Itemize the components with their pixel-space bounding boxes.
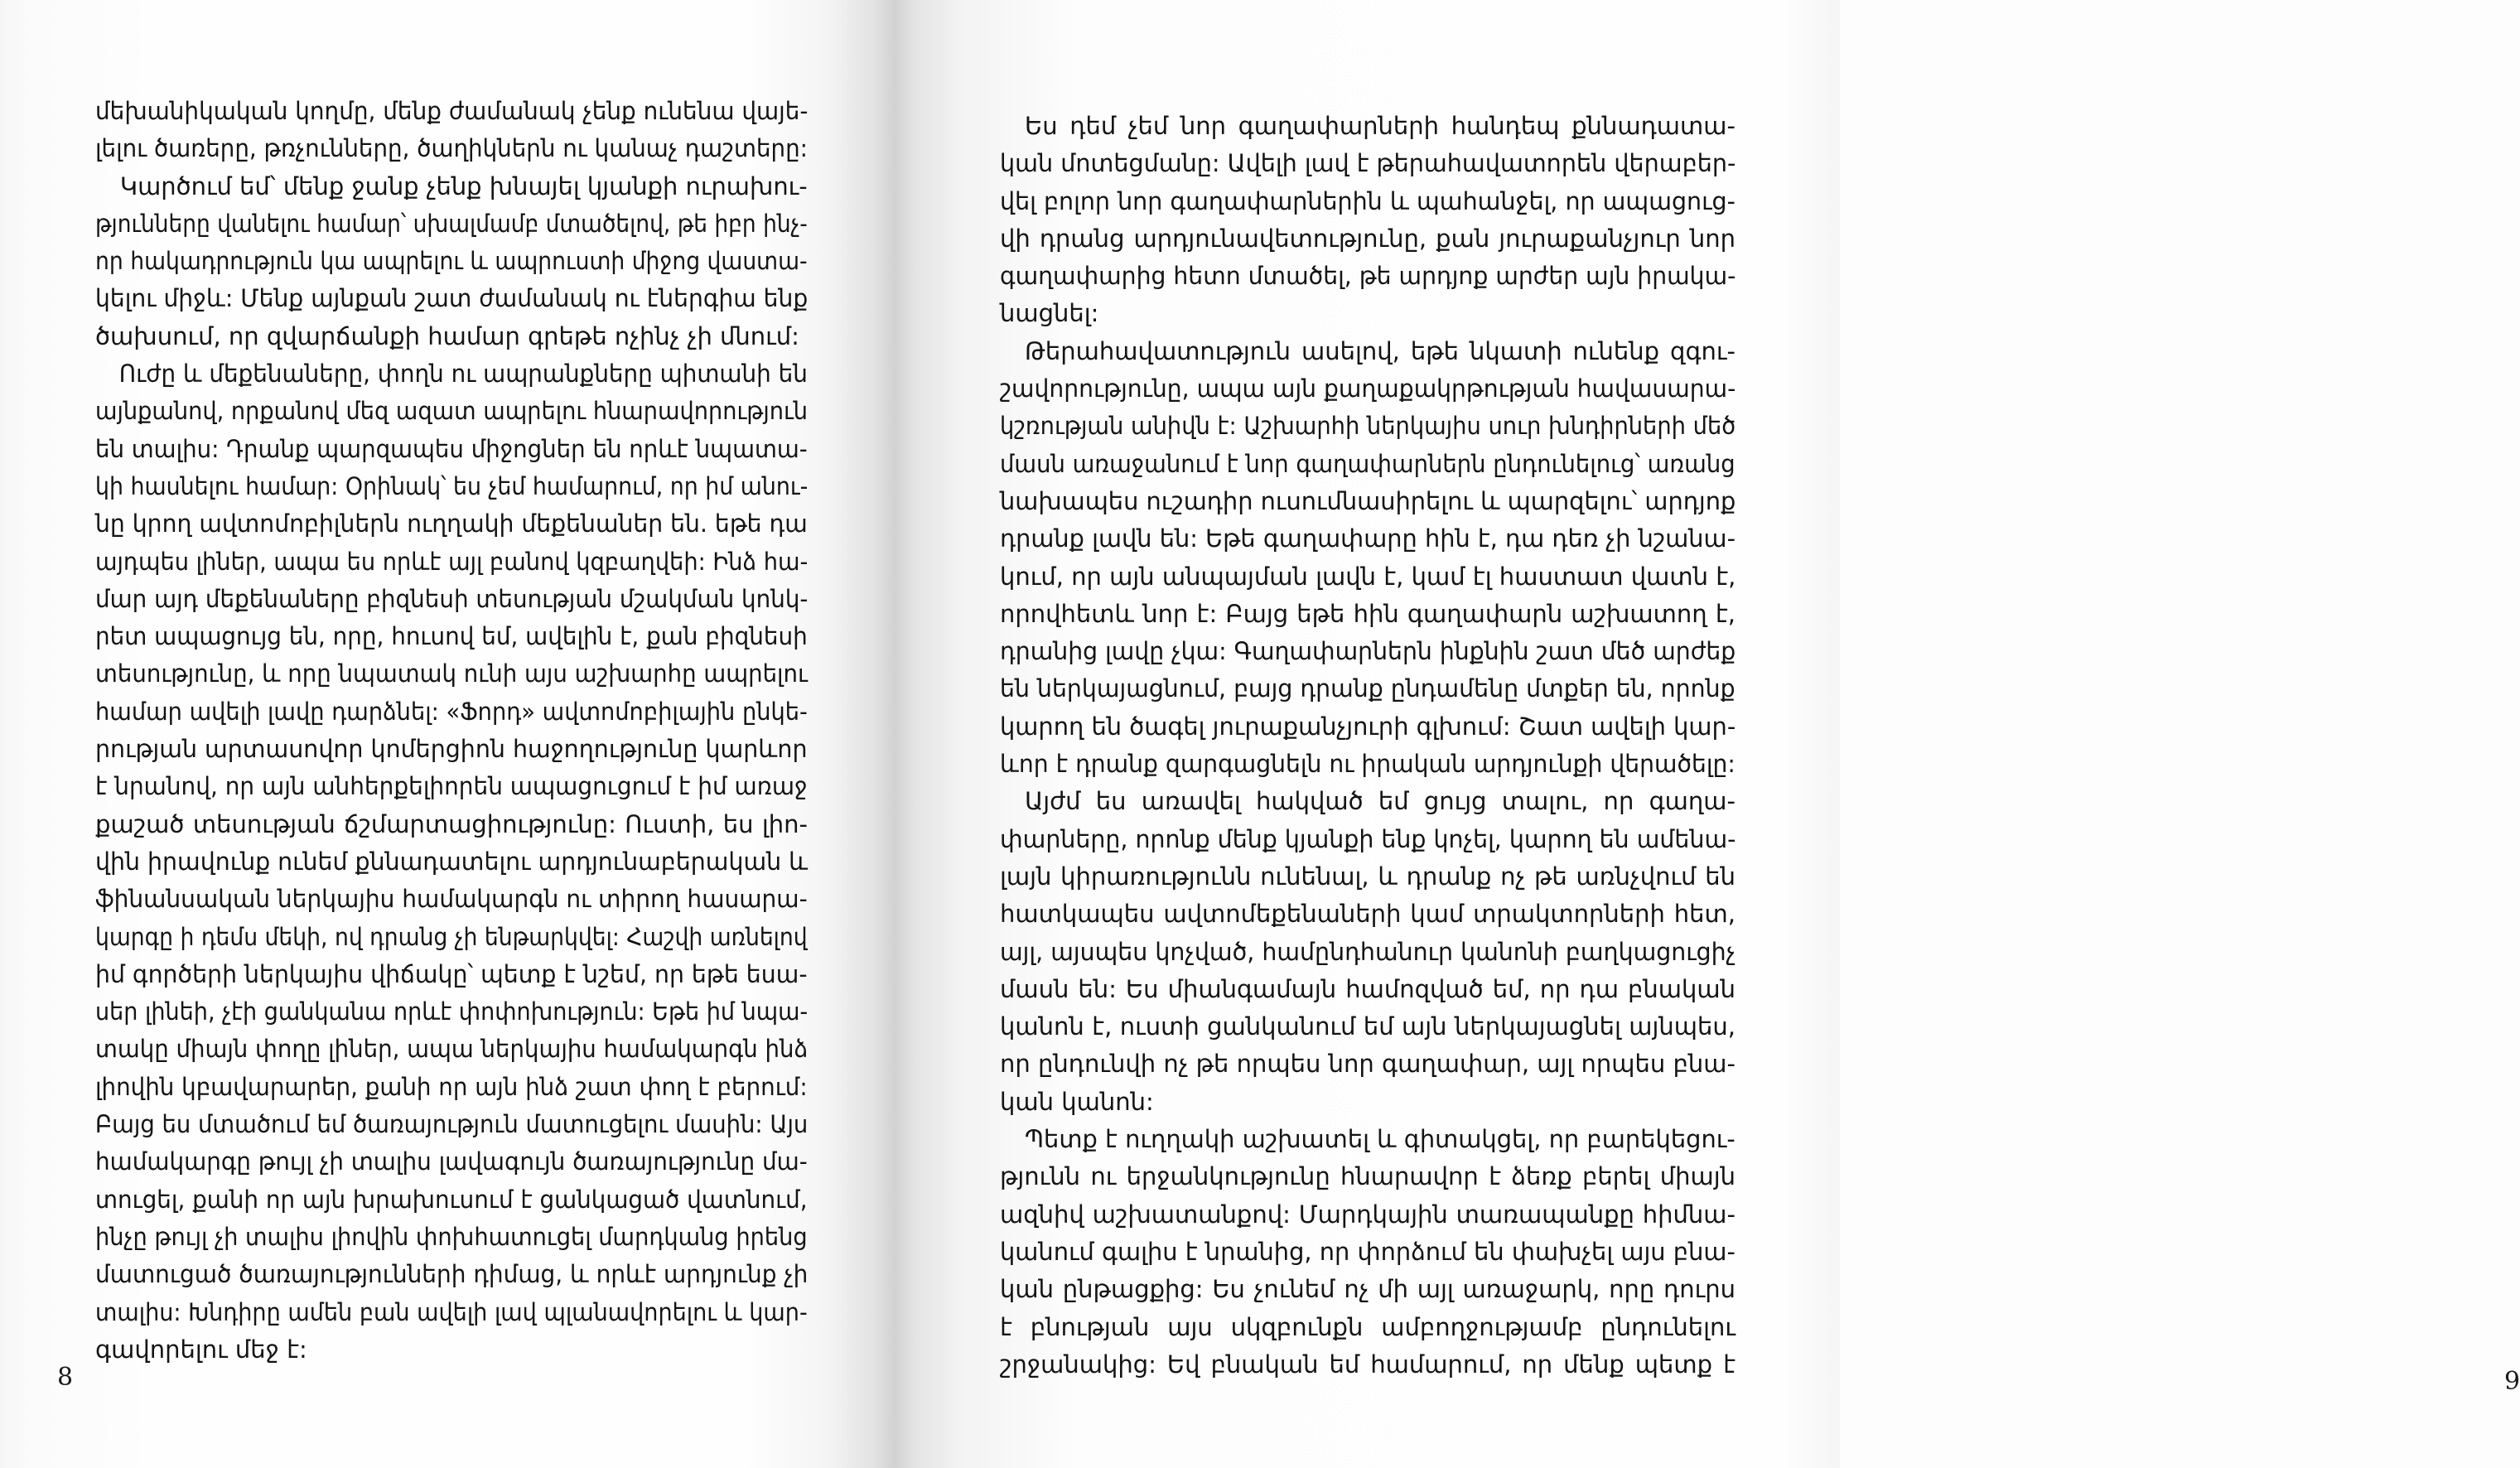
text-line: Ուժը և մեքենաները, փողն ու ապրանքները պիտանի են <box>118 360 808 389</box>
text-line: կարգը ի դեմս մեկի, ով դրանց չի ենթարկվել: Հաշվի առնելով <box>95 922 808 951</box>
text-line: նը կրող ավտոմոբիլներն ուղղակի մեքենաներ են. եթե դա <box>95 509 808 538</box>
text-line: լիովին կբավարարեր, քանի որ այն ինձ շատ փող է բերում: <box>95 1072 808 1101</box>
text-line: շավորությունը, ապա այն քաղաքակրթության հավասարա- <box>1000 374 1736 403</box>
text-line: շրջանակից: Եվ բնական եմ համարում, որ մենք պետք է <box>1000 1350 1736 1379</box>
right-page <box>911 0 2520 1468</box>
page-number: 8 <box>57 1363 74 1392</box>
text-line: կի հասնելու համար: Օրինակ՝ ես չեմ համարում, որ իմ անու- <box>95 471 809 500</box>
text-line: ֆինանսական ներկայիս համակարգն ու տիրող հասարա- <box>95 885 808 914</box>
text-line: է բնության այս սկզբունքն ամբողջությամբ ընդունելու <box>1000 1312 1736 1341</box>
text-line: կանոն է, ուստի ցանկանում եմ այն ներկայացնել այնպես, <box>1000 1012 1736 1041</box>
text-line: իմ գործերի ներկայիս վիճակը՝ պետք է նշեմ, որ եթե եսա- <box>95 959 808 988</box>
text-line: ազնիվ աշխատանքով: Մարդկային տառապանքը հիմնա- <box>1000 1200 1736 1229</box>
text-line: նացնել: <box>1000 299 1099 328</box>
text-line: կան կանոն: <box>1000 1087 1154 1116</box>
text-line: տուցել, քանի որ այն խրախուսում է ցանկացած վատնում, <box>95 1185 808 1214</box>
text-line: որ ընդունվի ոչ թե որպես նոր գաղափար, այլ որպես բնա- <box>1000 1050 1736 1079</box>
text-line: են տալիս: Դրանք պարզապես միջոցներ են որևէ նպատա- <box>95 434 808 463</box>
text-line: կան ընթացքից: Ես չունեմ ոչ մի այլ առաջարկ, որը դուրս <box>1000 1275 1736 1304</box>
text-line: Պետք է ուղղակի աշխատել և գիտակցել, որ բարեկեցու- <box>1024 1125 1736 1154</box>
text-line: րության արտասովոր կոմերցիոն հաջողությունը կարևոր <box>95 735 808 764</box>
text-line: մար այդ մեքենաները բիզնեսի տեսության մշակման կոնկ- <box>95 584 809 613</box>
page-number: 9 <box>2504 1367 2520 1396</box>
text-line: վել բոլոր նոր գաղափարներին և պահանջել, որ ապացուց- <box>1000 186 1736 215</box>
text-line: գաղափարից հետո մտածել, թե արդյոք արժեր այն իրակա- <box>1000 262 1736 291</box>
text-line: որ հակադրություն կա ապրելու և ապրուստի միջոց վաստա- <box>95 247 808 276</box>
text-line: տեսությունը, և որը նպատակ ունի այս աշխարհը ապրելու <box>95 659 809 688</box>
text-line: գավորելու մեջ է: <box>95 1335 307 1364</box>
text-line: ծախսում, որ զվարճանքի համար գրեթե ոչինչ չի մնում: <box>95 321 799 350</box>
text-line: կարող են ծագել յուրաքանչյուրի գլխում: Շատ ավելի կար- <box>1000 712 1736 741</box>
text-line: Բայց ես մտածում եմ ծառայություն մատուցելու մասին: Այս <box>95 1110 809 1139</box>
text-line: վին իրավունք ունեմ քննադատելու արդյունաբերական և <box>95 847 809 876</box>
text-line: տալիս: Խնդիրը ամեն բան ավելի լավ պլանավորելու և կար- <box>95 1297 808 1326</box>
text-line: կում, որ այն անպայման լավն է, կամ էլ հաստատ վատն է, <box>1000 562 1736 591</box>
text-line: որովհետև նոր է: Բայց եթե հին գաղափարն աշխատող է, <box>1000 599 1736 628</box>
text-line: ինչը թույլ չի տալիս լիովին փոխհատուցել մարդկանց իրենց <box>95 1222 808 1251</box>
text-line: համակարգը թույլ չի տալիս լավագույն ծառայությունը մա- <box>95 1147 808 1176</box>
text-line: ևոր է դրանք զարգացնելն ու իրական արդյունքի վերածելը: <box>1000 750 1736 779</box>
text-line: Այժմ ես առավել հակված եմ ցույց տալու, որ գաղա- <box>1025 787 1736 816</box>
text-line: այլ, այսպես կոչված, համընդհանուր կանոնի բաղկացուցիչ <box>1000 937 1736 966</box>
text-line: այնքանով, որքանով մեզ ազատ ապրելու հնարավորություն <box>95 397 809 426</box>
text-line: մեխանիկական կողմը, մենք ժամանակ չենք ունենա վայե- <box>95 97 809 125</box>
text-line: դրանից լավը չկա: Գաղափարներն ինքնին շատ մեծ արժեք <box>1000 637 1736 666</box>
text-line: են ներկայացնում, բայց դրանք ընդամենը մտքեր են, որոնք <box>1000 674 1736 703</box>
text-line: մասն առաջանում է նոր գաղափարներն ընդունելուց՝ առանց <box>1000 449 1736 478</box>
text-line: թյունները վանելու համար՝ սխալմամբ մտածելով, թե իբր ինչ- <box>95 209 808 238</box>
text-line: տակը միայն փողը լիներ, ապա ներկայիս համակարգն ինձ <box>95 1035 809 1064</box>
text-line: վի դրանց արդյունավետությունը, քան յուրաքանչյուր նոր <box>1000 224 1736 253</box>
text-line: րետ ապացույց են, որը, հուսով եմ, ավելին է, քան բիզնեսի <box>95 622 808 651</box>
text-line: այդպես լիներ, ապա ես որևէ այլ բանով կզբաղվեի: Ինձ հա- <box>95 547 809 576</box>
text-line: կան մոտեցմանը: Ավելի լավ է թերահավատորեն վերաբեր- <box>1000 149 1736 178</box>
text-line: քաշած տեսության ճշմարտացիությունը: Ուստի, ես լիո- <box>95 809 808 838</box>
text-line: մատուցած ծառայությունների դիմաց, և որևէ արդյունք չի <box>95 1260 809 1289</box>
text-line: սեր լինեի, չէի ցանկանա որևէ փոփոխություն: Եթե իմ նպա- <box>95 997 809 1026</box>
text-line: լայն կիրառությունն ունենալ, և դրանք ոչ թե առնչվում են <box>1000 862 1736 891</box>
text-line: կանում գալիս է նրանից, որ փորձում են փախչել այս բնա- <box>1000 1237 1736 1266</box>
text-line: Թերահավատություն ասելով, եթե նկատի ունենք զգու- <box>1025 336 1736 365</box>
text-line: Ես դեմ չեմ նոր գաղափարների հանդեպ քննադատա- <box>1025 112 1736 140</box>
left-page <box>0 0 899 1468</box>
text-line: կելու միջև: Մենք այնքան շատ ժամանակ ու էներգիա ենք <box>95 284 809 313</box>
text-line: դրանք լավն են: Եթե գաղափարը հին է, դա դեռ չի նշանա- <box>1000 524 1736 553</box>
text-line: Կարծում եմ՝ մենք ջանք չենք խնայել կյանքի ուրախու- <box>119 171 808 200</box>
text-line: հատկապես ավտոմեքենաների կամ տրակտորների հետ, <box>1000 900 1736 929</box>
right-page-text <box>1000 108 1736 1383</box>
text-line: մասն են: Ես միանգամայն համոզված եմ, որ դա բնական <box>1000 974 1736 1003</box>
text-line: լելու ծառերը, թռչունները, ծաղիկներն ու կանաչ դաշտերը: <box>95 134 808 163</box>
text-line: նախապես ուշադիր ուսումնասիրելու և պարզելու՝ արդյոք <box>1000 486 1736 515</box>
text-line: համար ավելի լավը դարձնել: «Ֆորդ» ավտոմոբիլային ընկե- <box>95 697 808 726</box>
left-page-text <box>95 93 808 1369</box>
text-line: թյունն ու երջանկությունը հնարավոր է ձեռք բերել միայն <box>1000 1162 1736 1191</box>
text-line: կշռության անիվն է: Աշխարհի ներկայիս սուր խնդիրների մեծ <box>1000 412 1736 441</box>
text-line: փարները, որոնք մենք կյանքի ենք կոչել, կարող են ամենա- <box>1000 824 1736 853</box>
text-line: է նրանով, որ այն անհերքելիորեն ապացուցում է իմ առաջ <box>95 772 808 801</box>
